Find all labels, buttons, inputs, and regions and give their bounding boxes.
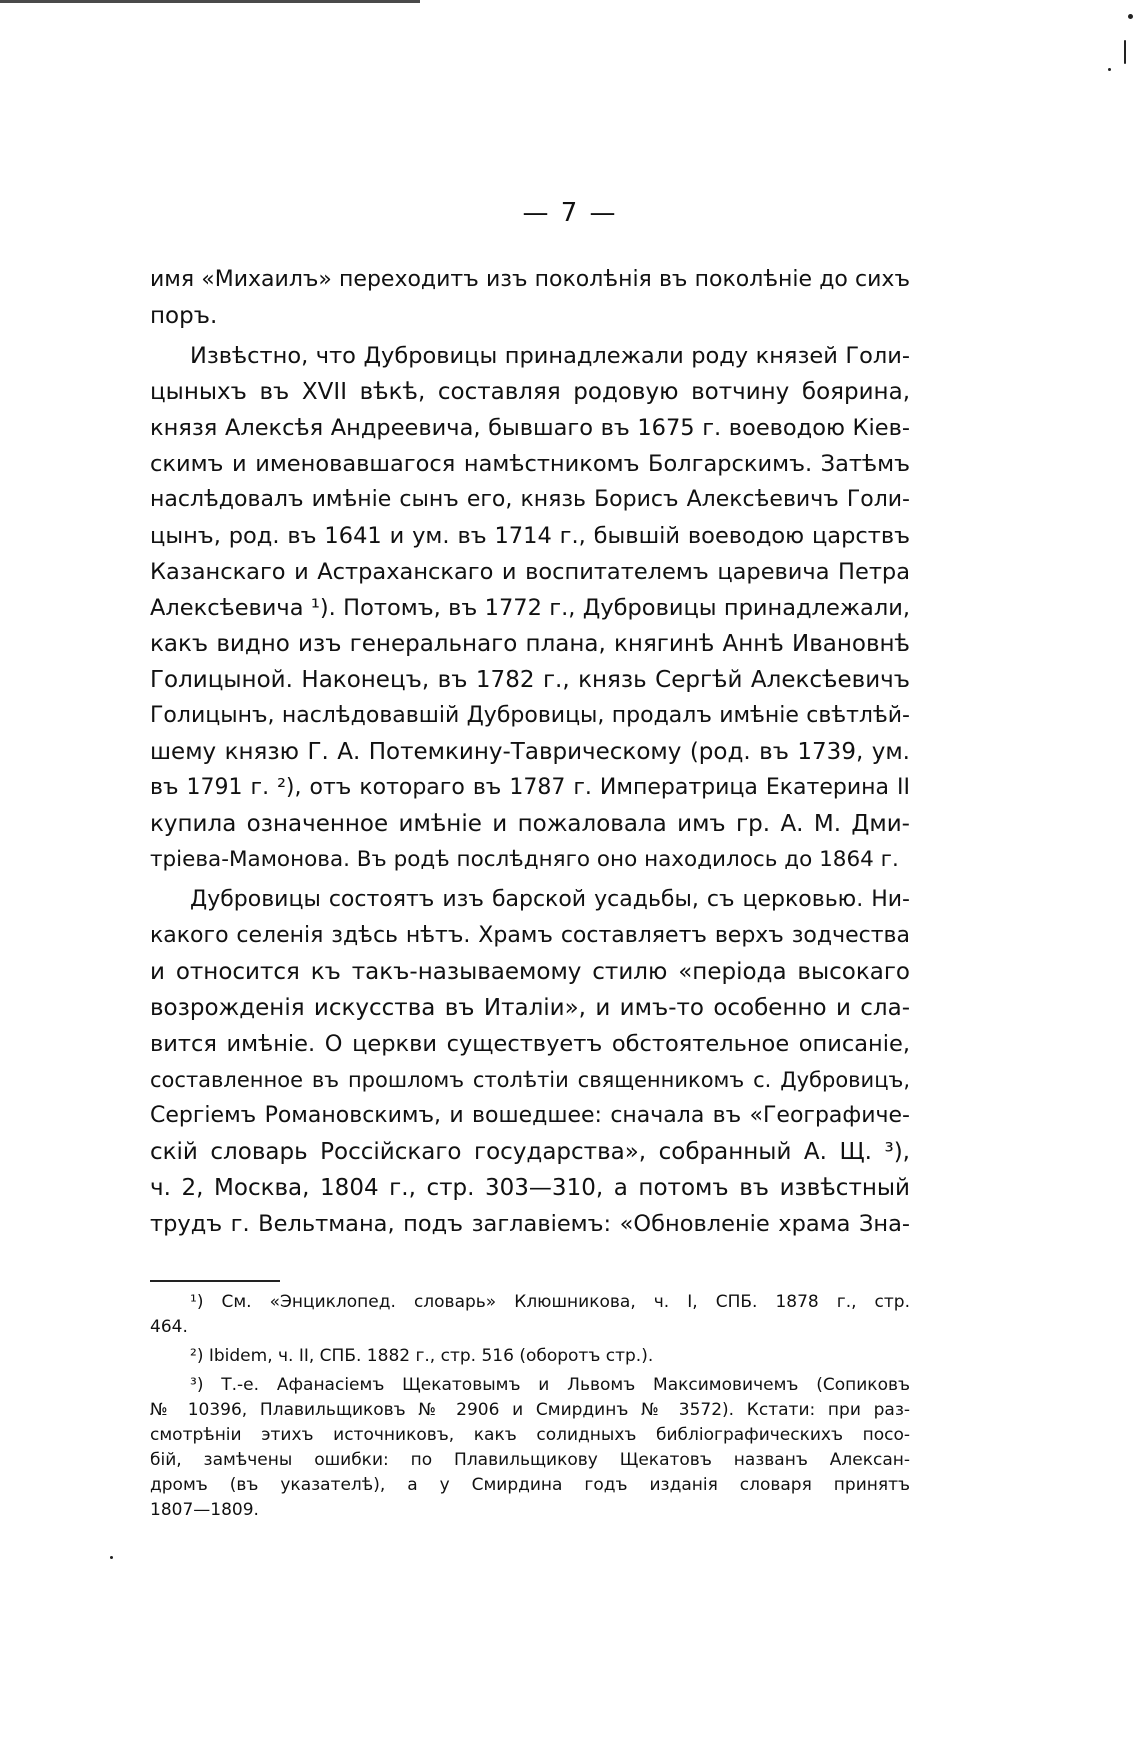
text-line: какого селенія здѣсь нѣтъ. Храмъ составляетъ верхъ зодчества — [150, 923, 910, 948]
scan-speck — [110, 1556, 113, 1559]
text-line: и относится къ такъ-называемому стилю «періода высокаго — [150, 959, 910, 985]
text-line: Извѣстно, что Дубровицы принадлежали роду князей Голи- — [190, 343, 910, 369]
text-line: купила означенное имѣніе и пожаловала имъ гр. А. М. Дми- — [150, 811, 910, 837]
page-number: — 7 — — [522, 198, 618, 228]
text-line: Голицыной. Наконецъ, въ 1782 г., князь Сергѣй Алексѣевичъ — [150, 667, 910, 693]
footnote-line: ¹) См. «Энциклопед. словарь» Клюшникова, ч. I, СПБ. 1878 г., стр. — [190, 1292, 910, 1312]
footnote — [150, 1290, 910, 1340]
text-line: какъ видно изъ генеральнаго плана, княгинѣ Аннѣ Ивановнѣ — [150, 631, 910, 657]
footnote-line: № 10396, Плавильщиковъ № 2906 и Смирдинъ № 3572). Кстати: при раз- — [150, 1400, 910, 1420]
footnote-line: 464. — [150, 1317, 188, 1337]
paragraph — [150, 338, 910, 878]
text-line: Дубровицы состоятъ изъ барской усадьбы, съ церковью. Ни- — [190, 887, 910, 912]
scan-speck — [1128, 14, 1133, 19]
footnote-line: бій, замѣчены ошибки: по Плавильщикову Щекатовъ названъ Алексан- — [150, 1450, 910, 1470]
footnote-line: 1807—1809. — [150, 1500, 259, 1520]
scan-speck — [1108, 68, 1111, 71]
footnotes — [150, 1290, 910, 1523]
text-line: шему князю Г. А. Потемкину-Таврическому (род. въ 1739, ум. — [150, 739, 910, 765]
text-line: Алексѣевича ¹). Потомъ, въ 1772 г., Дубровицы принадлежали, — [150, 595, 910, 621]
footnote-line: дромъ (въ указателѣ), а у Смирдина годъ изданія словаря принятъ — [150, 1475, 910, 1495]
text-line: Голицынъ, наслѣдовавшій Дубровицы, продалъ имѣніе свѣтлѣй- — [150, 703, 910, 728]
text-line: поръ. — [150, 303, 218, 329]
scan-edge-mark — [0, 0, 420, 3]
text-line: наслѣдовалъ имѣніе сынъ его, князь Борисъ Алексѣевичъ Голи- — [150, 487, 910, 512]
text-line: Сергіемъ Романовскимъ, и вошедшее: сначала въ «Географиче- — [150, 1103, 910, 1128]
text-line: князя Алексѣя Андреевича, бывшаго въ 1675 г. воеводою Кіев- — [150, 415, 910, 441]
scan-speck — [1124, 40, 1126, 64]
paragraph — [150, 262, 910, 334]
text-line: Казанскаго и Астраханскаго и воспитателемъ царевича Петра — [150, 559, 910, 585]
text-line: возрожденія искусства въ Италіи», и имъ-то особенно и сла- — [150, 995, 910, 1021]
footnote-divider — [150, 1280, 280, 1282]
body-text — [150, 262, 910, 1242]
text-line: ч. 2, Москва, 1804 г., стр. 303—310, а потомъ въ извѣстный — [150, 1175, 910, 1201]
text-line: трудъ г. Вельтмана, подъ заглавіемъ: «Обновленіе храма Зна- — [150, 1211, 910, 1237]
text-line: вится имѣніе. О церкви существуетъ обстоятельное описаніе, — [150, 1031, 910, 1057]
footnote-line: ²) Ibidem, ч. II, СПБ. 1882 г., стр. 516 (оборотъ стр.). — [190, 1346, 654, 1366]
text-line: скій словарь Россійскаго государства», собранный А. Щ. ³), — [150, 1139, 910, 1165]
text-line: имя «Михаилъ» переходитъ изъ поколѣнія въ поколѣніе до сихъ — [150, 267, 910, 292]
footnote — [150, 1373, 910, 1523]
footnote-line: смотрѣніи этихъ источниковъ, какъ солидныхъ библіографическихъ посо- — [150, 1425, 910, 1445]
text-line: скимъ и именовавшагося намѣстникомъ Болгарскимъ. Затѣмъ — [150, 451, 910, 477]
text-line: тріева-Мамонова. Въ родѣ послѣдняго оно находилось до 1864 г. — [150, 847, 899, 872]
footnote-line: ³) Т.-е. Афанасіемъ Щекатовымъ и Львомъ Максимовичемъ (Сопиковъ — [190, 1375, 910, 1395]
text-line: цыныхъ въ XVII вѣкѣ, составляя родовую вотчину боярина, — [150, 379, 910, 405]
text-line: въ 1791 г. ²), отъ котораго въ 1787 г. Императрица Екатерина II — [150, 775, 910, 800]
footnote — [150, 1344, 910, 1369]
text-line: цынъ, род. въ 1641 и ум. въ 1714 г., бывшій воеводою царствъ — [150, 523, 910, 549]
paragraph — [150, 882, 910, 1242]
text-line: составленное въ прошломъ столѣтіи священникомъ с. Дубровицъ, — [150, 1068, 910, 1092]
